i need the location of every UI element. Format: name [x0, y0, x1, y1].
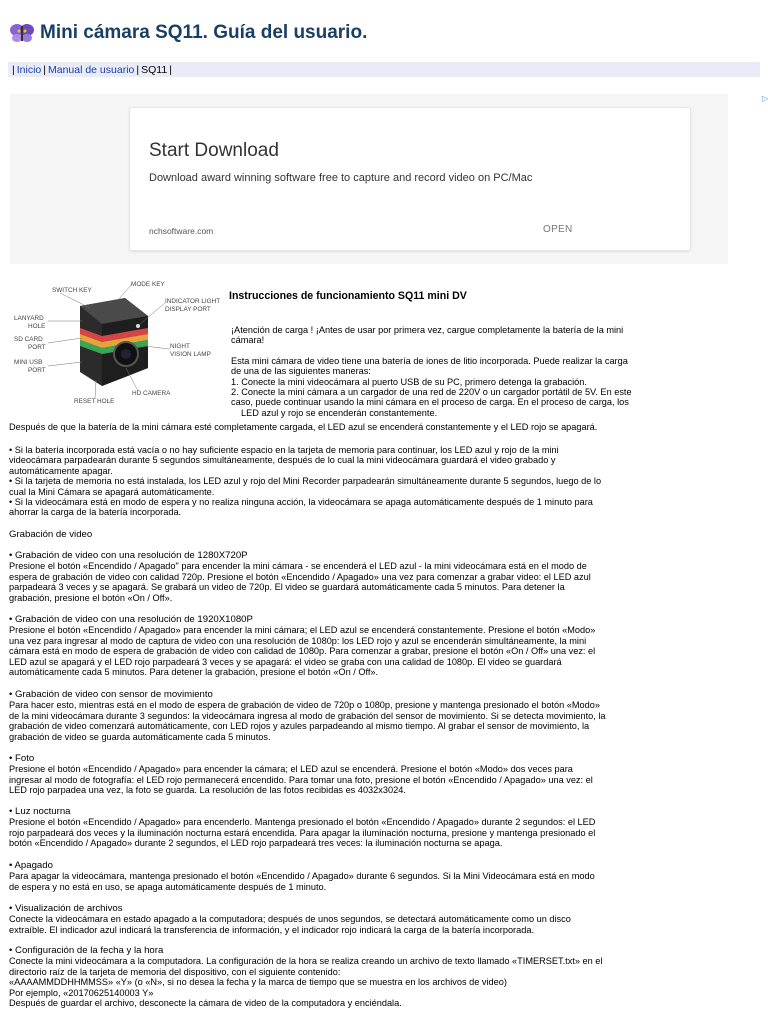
after-charge — [9, 422, 761, 432]
doc-heading: Instrucciones de funcionamiento SQ11 mini DV — [229, 290, 467, 302]
section-motion — [9, 690, 761, 742]
bullet-line: • Si la batería incorporada está vacía o no hay suficiente espacio en la tarjeta de memoria para continuar, los LED azul y rojo de la mini — [9, 445, 559, 455]
section-line: directorio raíz de la tarjeta de memoria del dispositivo, con el siguiente contenido: — [9, 966, 341, 977]
label-sd-port: PORT — [28, 344, 46, 351]
recording-title: Grabación de video — [9, 529, 93, 540]
ad-card[interactable] — [130, 108, 690, 250]
intro-line: 2. Conecte la mini cámara a un cargador de una red de 220V o un cargador portátil de 5V. En este — [231, 387, 632, 398]
bullet-line: ahorrar la carga de la batería incorporada. — [9, 507, 182, 518]
section-line: «AAAAMMDDHHMMSS» «Y» (o «N», si no desea la fecha y la marca de tiempo que se muestra en los archivos de video) — [9, 977, 507, 988]
section-night-light — [9, 807, 761, 849]
section-line: automáticamente cada 5 minutos. Para detener la grabación, presione el botón «On / Off». — [9, 667, 379, 678]
charge-intro — [231, 325, 696, 418]
section-line: botón «Encendido / Apagado» durante 2 segundos, el LED rojo parpadeará tres veces: la iluminación nocturna se apaga. — [9, 838, 503, 849]
section-line: Conecte la videocámara en estado apagado a la computadora; después de unos segundos, se detectará automáticamente como un disco — [9, 914, 571, 925]
section-title: • Foto — [9, 753, 35, 764]
label-mode-key: MODE KEY — [131, 281, 165, 288]
section-line: Después de guardar el archivo, desconecte la cámara de video de la computadora y enciéndala. — [9, 998, 402, 1009]
section-title: • Configuración de la fecha y la hora — [9, 945, 164, 956]
label-switch-key: SWITCH KEY — [52, 287, 92, 294]
section-title: • Grabación de video con una resolución de 1280X720P — [9, 550, 248, 561]
section-line: ingresar al modo de fotografía: el LED rojo permanecerá encendido. Para tomar una foto, presione el botón «Encendido / Apagado» una vez: el — [9, 774, 593, 785]
section-line: LED rojo parpadea una vez, la foto se guarda. La resolución de las fotos recibidas es 4032x3024. — [9, 785, 406, 796]
section-title: • Apagado — [9, 860, 53, 871]
section-title: • Grabación de video con una resolución de 1920X1080P — [9, 614, 253, 625]
bullet-list — [9, 445, 761, 518]
section-line: espera de grabación de video con calidad 720p. Presione el botón «Encendido / Apagado» una vez para comenzar a grabar video: el LED azul — [9, 571, 591, 582]
butterfly-icon — [8, 21, 36, 45]
section-line: parpadeará 3 veces y se apagará. Se grabará un video de 720p. El video se guardará automáticamente cada 5 minutos. Para detener la — [9, 582, 565, 593]
section-power-off — [9, 861, 761, 892]
section-line: Conecte la mini videocámara a la computadora. La configuración de la hora se realiza creando un archivo de texto llamado «TIMERSET.txt» en el — [9, 956, 603, 967]
breadcrumb: | Inicio | Manual de usuario | SQ11 | — [8, 62, 760, 77]
ad-title[interactable]: Start Download — [149, 140, 279, 161]
label-usb-port: PORT — [28, 367, 46, 374]
intro-line: ¡Atención de carga ! ¡Antes de usar por primera vez, cargue completamente la batería de la mini — [231, 325, 624, 335]
bullet-line: • Si la tarjeta de memoria no está instalada, los LED azul y rojo del Mini Recorder parpadearán simultáneamente durante 5 segundos, luego de lo — [9, 476, 602, 487]
section-line: Presione el botón «Encendido / Apagado» para encenderlo. Mantenga presionado el botón «Encendido / Apagado» durante 2 segundos: el LED — [9, 817, 596, 828]
section-photo — [9, 754, 761, 796]
bullet-line: videocámara parpadearán durante 5 segundos simultáneamente, después de lo cual la mini videocámara guardará el video grabado y — [9, 455, 556, 466]
ad-choices-icon[interactable]: ▷ — [762, 94, 768, 103]
section-line: de espera y no está en uso, se apaga automáticamente después de 1 minuto. — [9, 881, 327, 892]
intro-line: LED azul y rojo se encenderán constantemente. — [241, 407, 438, 418]
section-line: grabación, presione el botón «On / Off». — [9, 592, 173, 603]
section-line: Presione el botón «Encendido / Apagado» para encender la mini cámara; el LED azul se encenderá constantemente. Presione el botón «Modo» — [9, 625, 596, 636]
section-line: una vez para ingresar al modo de captura de video con una resolución de 1080p: los LED rojo y azul se encenderán simultáneamente, la mini — [9, 635, 587, 646]
section-title: • Visualización de archivos — [9, 903, 123, 914]
camera-diagram — [10, 276, 220, 408]
section-line: extraíble. El indicador azul indicará la transferencia de información, y el indicador rojo indicará la carga de la batería incorporada. — [9, 924, 534, 935]
label-mini-usb: MINI USB — [14, 359, 43, 366]
section-line: Para apagar la videocámara, mantenga presionado el botón «Encendido / Apagado» durante 6 segundos. Si la Mini Videocámara está en modo — [9, 871, 595, 882]
intro-line: cámara! — [231, 335, 265, 346]
breadcrumb-current: SQ11 — [141, 63, 168, 76]
section-title: • Luz nocturna — [9, 806, 71, 817]
section-files — [9, 904, 761, 935]
intro-line: caso, puede continuar usando la mini cámara en el proceso de carga. En el proceso de carga, los — [231, 397, 629, 408]
section-1080p — [9, 615, 761, 677]
breadcrumb-manual-link[interactable]: Manual de usuario — [47, 63, 135, 76]
section-line: rojo parpadeará dos veces y la iluminación nocturna estará encendida. Para apagar la iluminación nocturna, presione y mantenga presionado el — [9, 827, 596, 838]
bullet-line: automáticamente apagar. — [9, 465, 113, 476]
ad-banner[interactable] — [10, 94, 728, 264]
label-night: NIGHT — [170, 343, 190, 350]
section-line: Por ejemplo, «20170625140003 Y» — [9, 987, 154, 998]
intro-line: de una de las siguientes maneras: — [231, 366, 371, 377]
label-hd-camera: HD CAMERA — [132, 390, 171, 397]
label-display-port: DISPLAY PORT — [165, 306, 211, 313]
label-lanyard: LANYARD — [14, 315, 44, 322]
label-reset-hole: RESET HOLE — [74, 398, 115, 405]
label-sd-card: SD CARD — [14, 336, 43, 343]
label-vision-lamp: VISION LAMP — [170, 351, 211, 358]
section-datetime — [9, 946, 761, 1008]
section-line: Presione el botón «Encendido / Apagado" para encender la mini cámara - se encenderá el LED azul - la mini videocámara está en el modo de — [9, 561, 587, 572]
after-charge-text: Después de que la batería de la mini cámara esté completamente cargada, el LED azul se encenderá constantemente y el LED rojo se apagará. — [9, 422, 598, 432]
section-line: Para hacer esto, mientras está en el modo de espera de grabación de video de 720p o 1080p, presione y mantenga presionado el botón «Modo» — [9, 700, 600, 711]
label-hole: HOLE — [28, 323, 46, 330]
intro-line: Esta mini cámara de video tiene una batería de iones de litio incorporada. Puede realizar la carga — [231, 355, 628, 366]
breadcrumb-home-link[interactable]: Inicio — [16, 63, 42, 76]
section-line: de la mini videocámara durante 3 segundos: la videocámara ingresa al modo de grabación del sensor de movimiento. Si se detecta movimiento, la — [9, 710, 606, 721]
section-title: • Grabación de video con sensor de movimiento — [9, 689, 213, 700]
page-title: Mini cámara SQ11. Guía del usuario. — [40, 22, 368, 43]
section-line: grabación de video se guarda automáticamente cada 5 minutos. — [9, 731, 271, 742]
intro-line: 1. Conecte la mini videocámara al puerto USB de su PC, primero detenga la grabación. — [231, 376, 587, 387]
bullet-line: • Si la videocámara está en modo de espera y no realiza ninguna acción, la videocámara se apaga automáticamente después de 1 minuto para — [9, 497, 593, 508]
page-header — [8, 18, 367, 48]
bullet-line: cual la Mini Cámara se apagará automáticamente. — [9, 486, 215, 497]
section-720p — [9, 551, 761, 603]
ad-open-button[interactable]: OPEN — [543, 224, 573, 235]
ad-domain: nchsoftware.com — [149, 226, 214, 236]
section-line: cámara está en modo de espera de grabación de video con calidad de 1080p. Para comenzar a grabar, presione el botón «On / Off» una vez: el — [9, 646, 596, 657]
section-line: Presione el botón «Encendido / Apagado» para encender la cámara; el LED azul se encenderá. Presione el botón «Modo» dos veces para — [9, 764, 573, 775]
section-line: LED azul se apagará y el LED rojo parpadeará 3 veces y se apagará: el video se graba con una calidad de 1080p. El video se guardará — [9, 656, 562, 667]
label-indicator: INDICATOR LIGHT — [165, 298, 220, 305]
ad-subtitle: Download award winning software free to capture and record video on PC/Mac — [149, 172, 533, 184]
section-line: grabación de video comenzará automáticamente, con LED rojos y azules parpadeando al mismo tiempo. Al grabar el sensor de movimiento, la — [9, 721, 590, 732]
